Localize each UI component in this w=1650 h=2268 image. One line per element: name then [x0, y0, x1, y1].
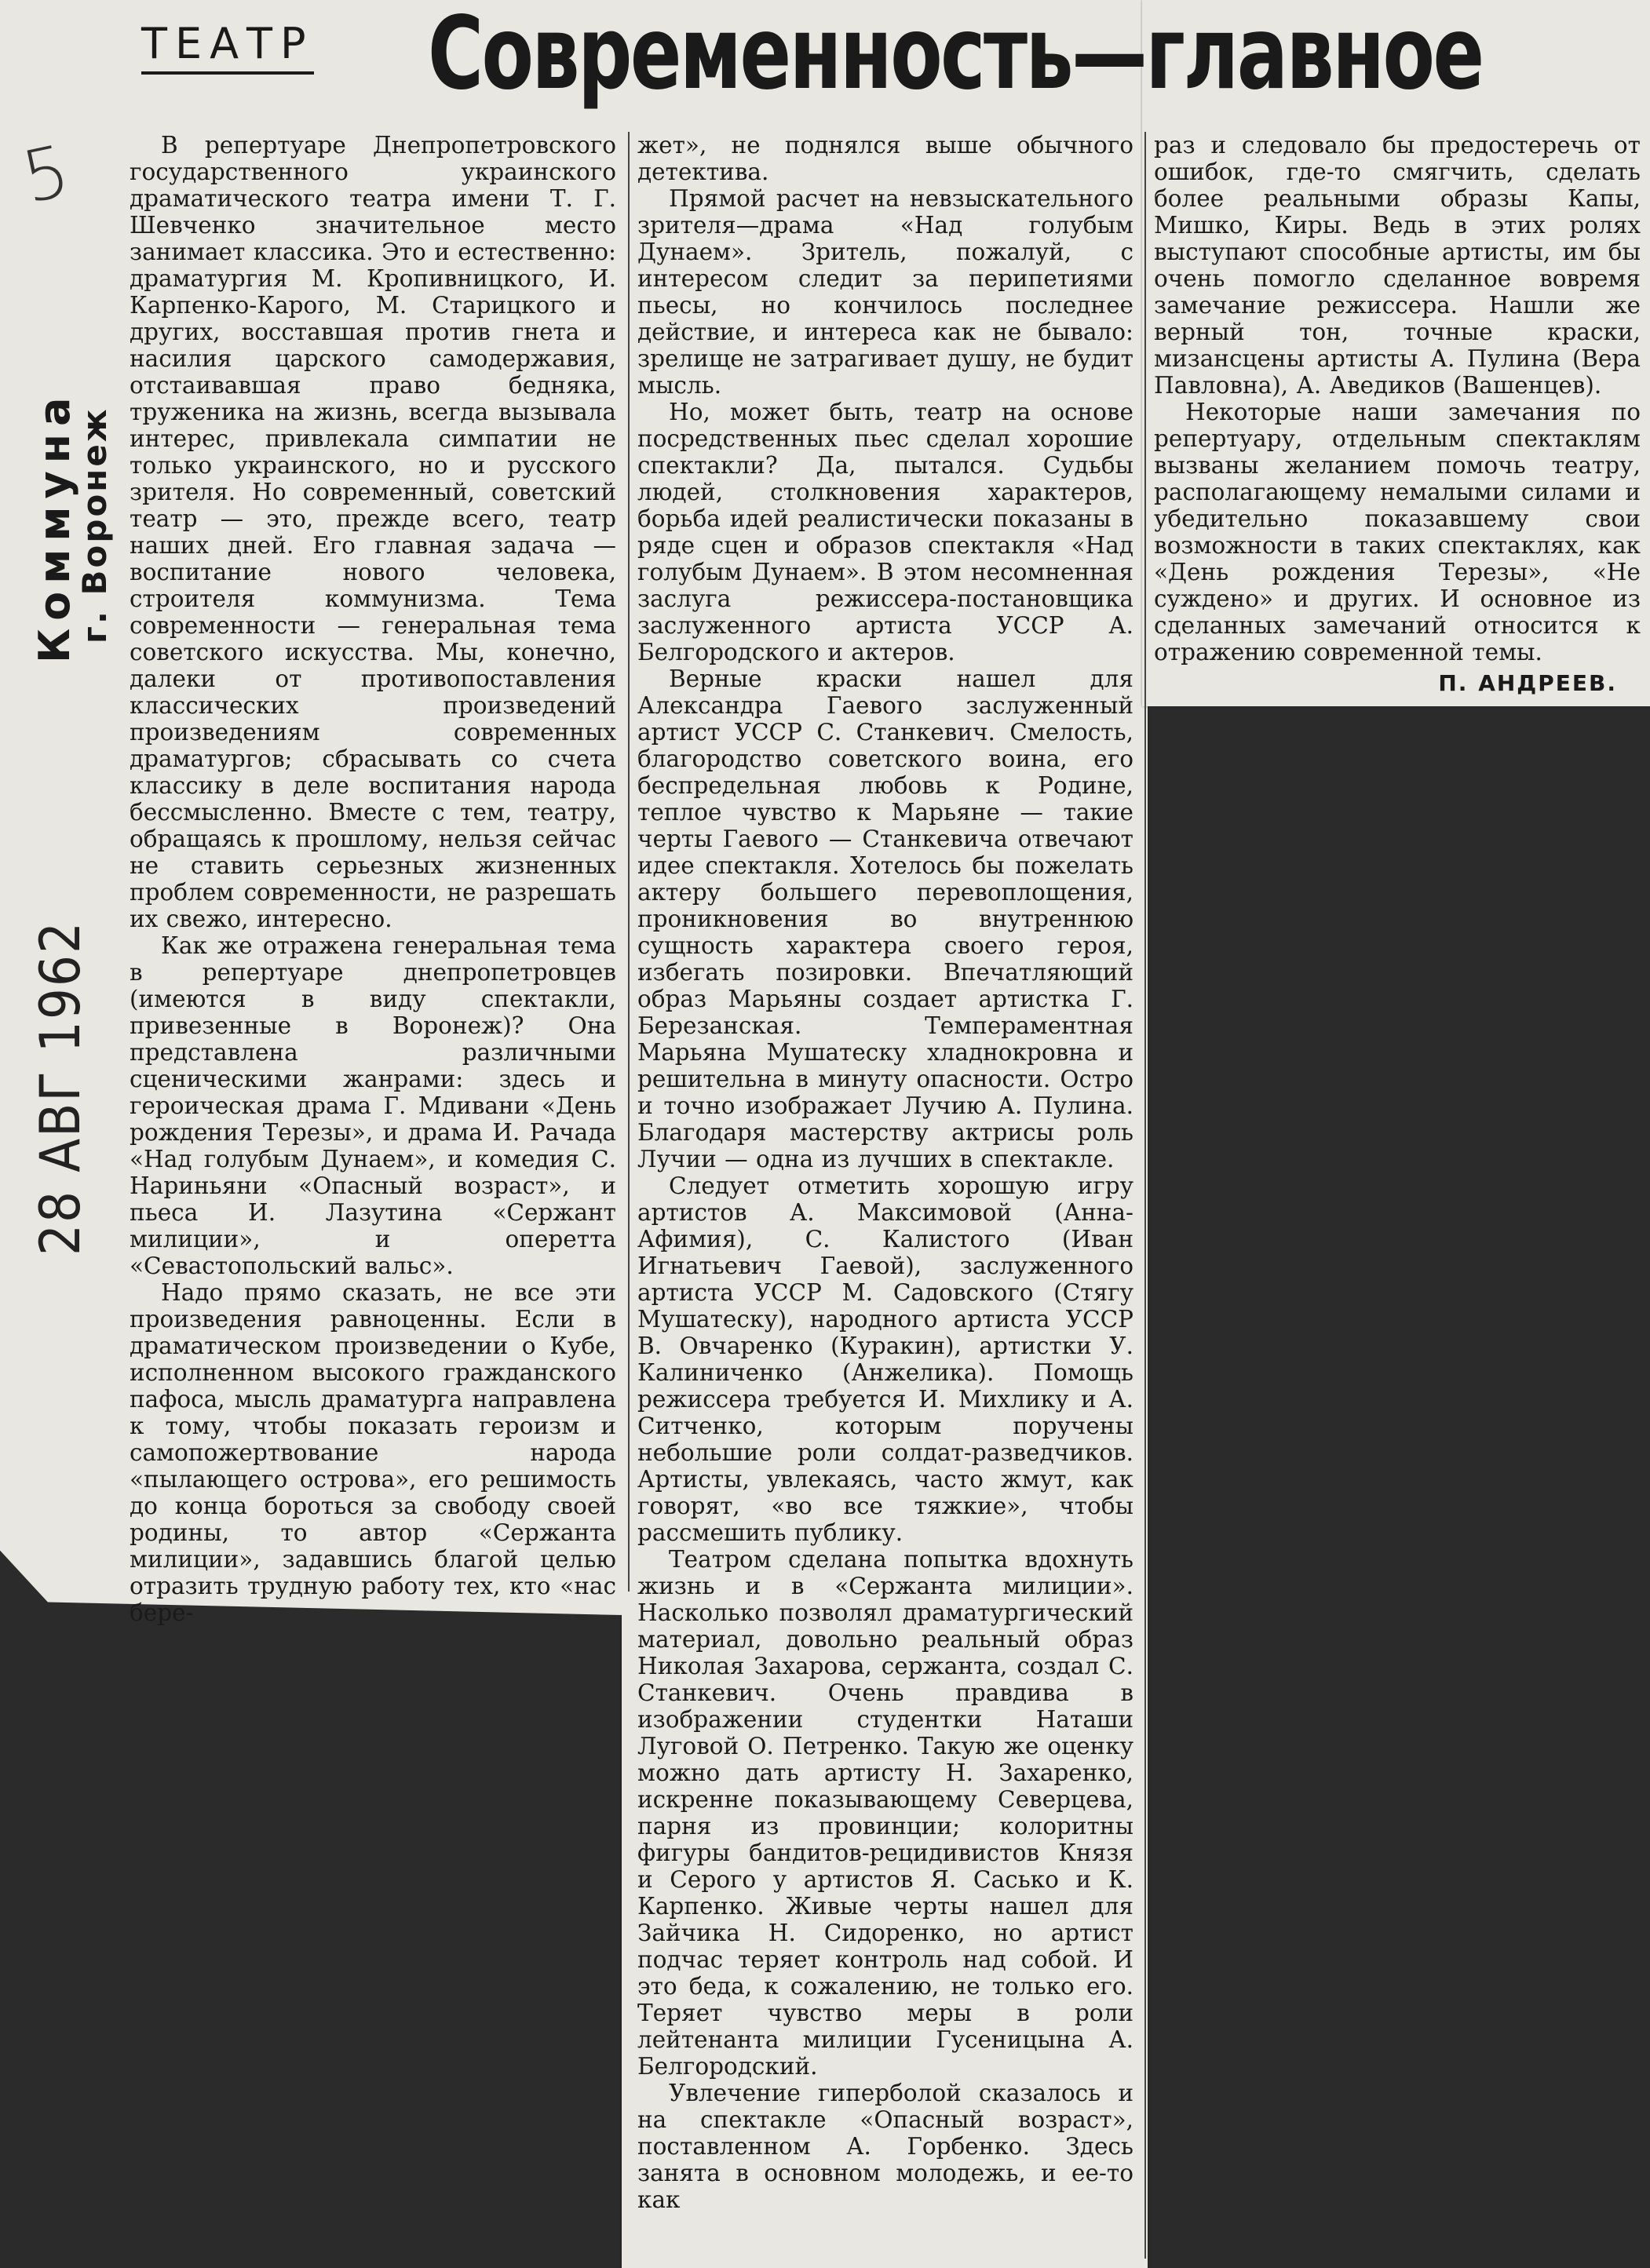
paragraph: раз и следовало бы предостеречь от ошибок, где-то смягчить, сделать более реальными образы Капы, Мишко, Киры. Ведь в этих ролях выступают способные артисты, им бы очень помогло сделанное вовремя замечание режиссера. Нашли же верный тон, точные краски, мизансцены артисты А. Пулина (Вера Павловна), А. Аведиков (Вашенцев).	[1154, 132, 1641, 399]
paragraph: Надо прямо сказать, не все эти произведения равноценны. Если в драматическом произведении о Кубе, исполненном высокого гражданского пафоса, мысль драматурга направлена к тому, чтобы показать героизм и самопожертвование народа «пылающего острова», его решимость до конца бороться за свободу своей родины, то автор «Сержанта милиции», задавшись благой целью отразить трудную работу тех, кто «нас бере-	[130, 1279, 616, 1626]
article-column-2	[637, 132, 1133, 2213]
paragraph: Увлечение гиперболой сказалось и на спектакле «Опасный возраст», поставленном А. Горбенко. Здесь занята в основном молодежь, и ее-то как	[637, 2080, 1133, 2213]
article-column-3	[1154, 132, 1641, 697]
paragraph: жет», не поднялся выше обычного детектива.	[637, 132, 1133, 185]
paragraph: Но, может быть, театр на основе посредственных пьес сделал хорошие спектакли? Да, пытался. Судьбы людей, столкновения характеров, борьба идей реалистически показаны в ряде сцен и образов спектакля «Над голубым Дунаем». В этом несомненная заслуга режиссера-постановщика заслуженного артиста УССР А. Белгородского и актеров.	[637, 399, 1133, 665]
article-column-1	[130, 132, 616, 1626]
newspaper-name-stamp: Коммуна	[30, 389, 79, 663]
rubric-label: ТЕАТР	[141, 19, 314, 75]
date-stamp	[28, 921, 93, 1256]
paragraph: Театром сделана попытка вдохнуть жизнь и в «Сержанта милиции». Насколько позволял драматургический материал, довольно реальный образ Николая Захарова, сержанта, создал С. Станкевич. Очень правдива в изображении студентки Наташи Луговой О. Петренко. Такую же оценку можно дать артисту Н. Захаренко, искренне показывающему Северцева, парня из провинции; колоритны фигуры бандитов-рецидивистов Князя и Серого у артистов Я. Сасько и К. Карпенко. Живые черты нашел для Зайчика Н. Сидоренко, но артист подчас теряет контроль над собой. И это беда, к сожалению, не только его. Теряет чувство меры в роли лейтенанта милиции Гусеницына А. Белгородский.	[637, 1546, 1133, 2080]
paragraph: Прямой расчет на невзыскательного зрителя—драма «Над голубым Дунаем». Зритель, пожалуй, с интересом следит за перипетиями пьесы, но кончилось последнее действие, и интереса как не бывало: зрелище не затрагивает душу, не будит мысль.	[637, 185, 1133, 399]
article-headline: Современность—главное	[428, 0, 1483, 112]
newspaper-city-stamp: г. Воронеж	[75, 407, 114, 644]
paragraph: В репертуаре Днепропетровского государственного украинского драматического театра имени Т. Г. Шевченко значительное место занимает классика. Это и естественно: драматургия М. Кропивницкого, И. Карпенко-Карого, М. Старицкого и других, восставшая против гнета и насилия царского самодержавия, отстаивавшая право бедняка, труженика на жизнь, всегда вызывала интерес, привлекала симпатии не только украинского, но и русского зрителя. Но современный, советский театр — это, прежде всего, театр наших дней. Его главная задача — воспитание нового человека, строителя коммунизма. Тема современности — генеральная тема советского искусства. Мы, конечно, далеки от противопоставления классических произведений произведениям современных драматургов; сбрасывать со счета классику в деле воспитания народа бессмысленно. Вместе с тем, театру, обращаясь к прошлому, нельзя сейчас не ставить серьезных жизненных проблем современности, не разрешать их свежо, интересно.	[130, 132, 616, 932]
paragraph: Некоторые наши замечания по репертуару, отдельным спектаклям вызваны желанием помочь театру, располагающему немалыми силами и убедительно показавшему свои возможности в таких спектаклях, как «День рождения Терезы», «Не суждено» и других. И основное из сделанных замечаний относится к отражению современной темы.	[1154, 399, 1641, 665]
column-rule	[628, 132, 630, 1592]
paragraph: Следует отметить хорошую игру артистов А. Максимовой (Анна-Афимия), С. Калистого (Иван Игнатьевич Гаевой), заслуженного артиста УССР М. Садовского (Стягу Мушатеску), народного артиста УССР В. Овчаренко (Куракин), артистки У. Калиниченко (Анжелика). Помощь режиссера требуется И. Михлику и А. Ситченко, которым поручены небольшие роли солдат-разведчиков. Артисты, увлекаясь, часто жмут, как говорят, «во все тяжкие», чтобы рассмешить публику.	[637, 1172, 1133, 1546]
stamp-date: 28 АВГ 1962	[28, 920, 93, 1256]
handwritten-mark: 5	[15, 129, 77, 220]
author-signature: П. АНДРЕЕВ.	[1438, 670, 1617, 696]
paragraph: Верные краски нашел для Александра Гаевого заслуженный артист УССР С. Станкевич. Смелость, благородство советского воина, его беспредельная любовь к Родине, теплое чувство к Марьяне — такие черты Гаевого — Станкевича отвечают идее спектакля. Хотелось бы пожелать актеру большего перевоплощения, проникновения во внутреннюю сущность характера своего героя, избегать позировки. Впечатляющий образ Марьяны создает артистка Г. Березанская. Темпераментная Марьяна Мушатеску хладнокровна и решительна в минуту опасности. Остро и точно изображает Лучию А. Пулина. Благодаря мастерству актрисы роль Лучии — одна из лучших в спектакле.	[637, 665, 1133, 1172]
column-rule	[1144, 132, 1146, 2259]
paragraph: Как же отражена генеральная тема в репертуаре днепропетровцев (имеются в виду спектакли, привезенные в Воронеж)? Она представлена различными сценическими жанрами: здесь и героическая драма Г. Мдивани «День рождения Терезы», и драма И. Рачада «Над голубым Дунаем», и комедия С. Нариньяни «Опасный возраст», и пьеса И. Лазутина «Сержант милиции», и оперетта «Севастопольский вальс».	[130, 932, 616, 1279]
